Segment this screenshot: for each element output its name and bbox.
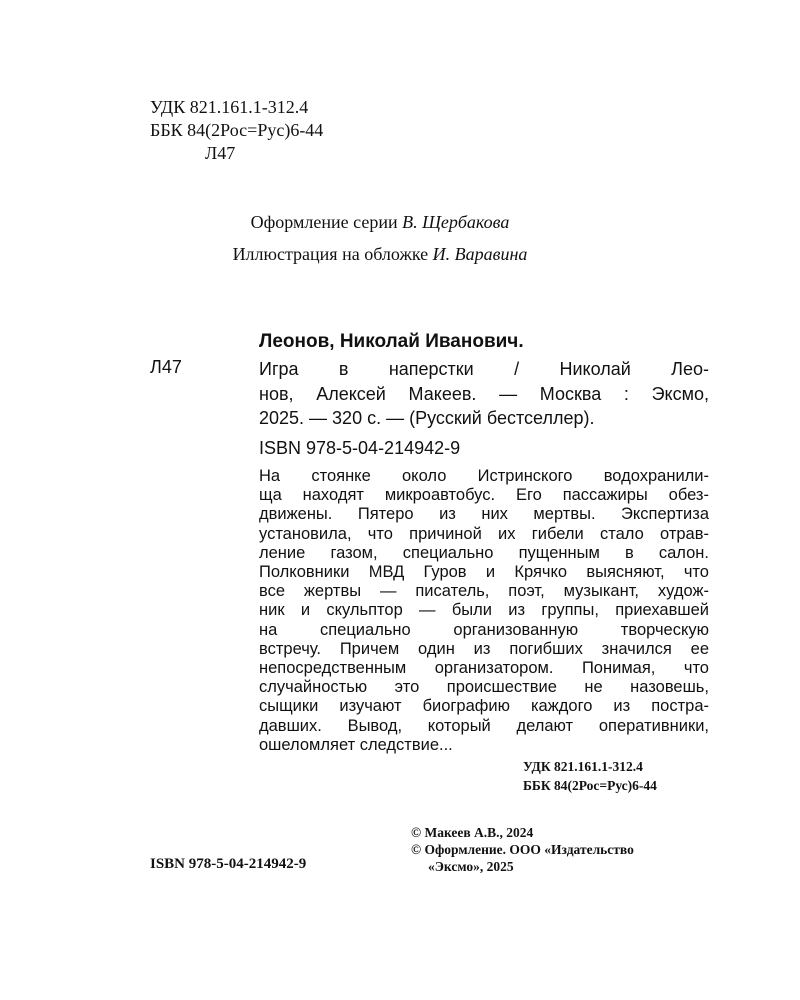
footer-udk-code: УДК 821.161.1-312.4: [523, 759, 643, 774]
description-line: Игра в наперстки / Николай Лео-: [259, 359, 709, 379]
footer-bbk-code: ББК 84(2Рос=Рус)6-44: [523, 778, 657, 793]
card-description: [259, 357, 709, 431]
cover-illustration-credit: [0, 244, 780, 265]
annotation-line: сыщики изучают биографию каждого из постра-: [259, 697, 709, 716]
annotation-line: давших. Вывод, который делают оперативники,: [259, 716, 709, 735]
description-line: 2025. — 320 с. — (Русский бестселлер).: [259, 408, 595, 428]
annotation-line: ление газом, специально пущенным в салон.: [259, 543, 709, 562]
series-design-credit: [0, 212, 780, 233]
copyright-line: «Эксмо», 2025: [428, 859, 514, 874]
cover-illustration-label: Иллюстрация на обложке: [232, 244, 429, 264]
copyright-line: © Оформление. ООО «Издательство: [411, 842, 634, 857]
card-author-mark: Л47: [150, 357, 182, 377]
bbk-code: ББК 84(2Рос=Рус)6-44: [150, 120, 324, 140]
cover-illustrator-name: И. Варавина: [432, 244, 528, 264]
footer-isbn: ISBN 978-5-04-214942-9: [150, 856, 307, 872]
annotation-line: ошеломляет следствие...: [259, 735, 453, 754]
annotation-line: на специально организованную творческую: [259, 620, 709, 639]
annotation-line: ща находят микроавтобус. Его пассажиры обез-: [259, 486, 709, 505]
description-line: нов, Алексей Макеев. — Москва : Эксмо,: [259, 383, 709, 404]
udk-code: УДК 821.161.1-312.4: [150, 97, 309, 117]
annotation-line: встречу. Причем один из погибших значился ее: [259, 639, 709, 658]
annotation-line: Полковники МВД Гуров и Крячко выясняют, что: [259, 563, 709, 582]
annotation-line: ник и скульптор — были из группы, приехавшей: [259, 601, 709, 620]
annotation-line: случайностью это происшествие не назовешь,: [259, 678, 709, 697]
copyright-line: © Макеев А.В., 2024: [411, 825, 534, 840]
annotation-line: установила, что причиной их гибели стало отрав-: [259, 524, 709, 543]
classification-codes: [150, 96, 323, 165]
annotation-line: движены. Пятеро из них мертвы. Экспертиза: [259, 505, 709, 524]
annotation: [259, 467, 709, 755]
card-isbn: ISBN 978-5-04-214942-9: [259, 438, 461, 458]
copyright-block: [411, 824, 634, 875]
series-design-label: Оформление серии: [250, 212, 398, 232]
series-designer-name: В. Щербакова: [402, 212, 510, 232]
footer-classification-codes: [523, 757, 657, 795]
annotation-line: все жертвы — писатель, поэт, музыкант, худож-: [259, 582, 709, 601]
annotation-line: На стоянке около Истринского водохранили-: [259, 467, 709, 485]
author-mark: Л47: [205, 143, 236, 163]
annotation-line: непосредственным организатором. Понимая, что: [259, 659, 709, 678]
card-author: Леонов, Николай Иванович.: [259, 331, 524, 352]
